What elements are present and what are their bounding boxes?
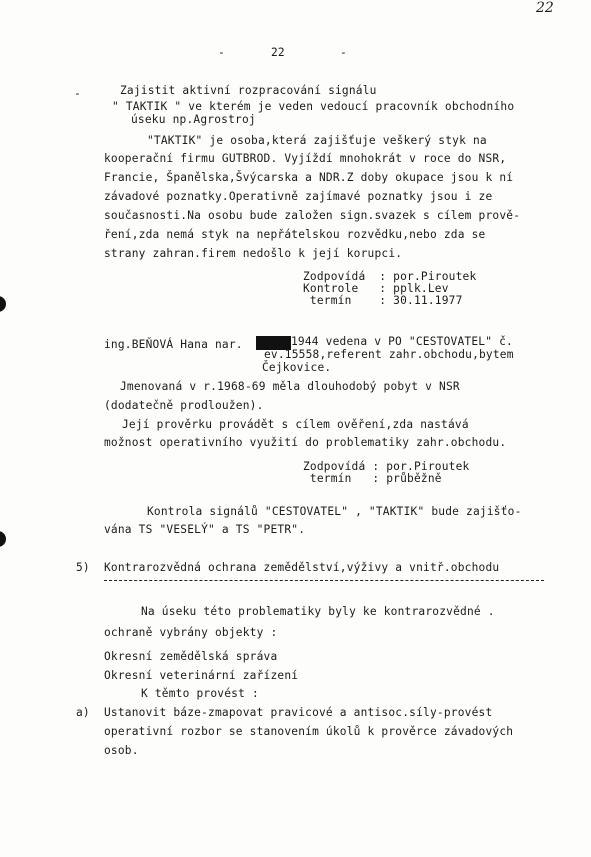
text-line: K těmto provést : [141, 687, 259, 700]
text-line: úseku np.Agrostroj [131, 113, 256, 126]
text-line: Ustanovit báze-zmapovat pravicové a antisoc.síly-provést [104, 706, 493, 719]
responsibility-line: termín : průběžně [303, 472, 442, 485]
text-line: operativní rozbor se stanovením úkolů k prověrce závadových [104, 725, 514, 738]
text-line: ev.15558,referent zahr.obchodu,bytem [264, 348, 514, 361]
handwritten-page-number: 22 [536, 0, 554, 16]
text-line: kooperační firmu GUTBROD. Vyjíždí mnohokrát v roce do NSR, [104, 152, 507, 165]
text-line: možnost operativního využití do problematiky zahr.obchodu. [104, 436, 507, 449]
item-label: a) [76, 706, 90, 719]
text-line: 1944 vedena v PO "CESTOVATEL" č. [291, 335, 513, 348]
text-line: ření,zda nemá styk na nepřátelskou rozvědku,nebo zda se [104, 228, 486, 241]
responsibility-line: Zodpovídá : por.Piroutek [303, 270, 477, 283]
responsibility-line: Kontrole : pplk.Lev [303, 282, 449, 295]
punch-hole [0, 296, 6, 312]
text-line: Kontrola signálů "CESTOVATEL" , "TAKTIK" bude zajišťo- [147, 505, 522, 518]
text-line: vána TS "VESELÝ" a TS "PETR". [104, 523, 306, 536]
punch-hole [0, 531, 6, 547]
text-line: Její prověrku provádět s cílem ověření,zda nastává [122, 418, 469, 431]
text-line: Francie, Španělska,Švýcarska a NDR.Z doby okupace jsou k ní [104, 171, 514, 184]
text-line: Čejkovice. [262, 361, 332, 374]
text-line: " TAKTIK " ve kterém je veden vedoucí pracovník obchodního [112, 100, 515, 113]
responsibility-line: Zodpovídá : por.Piroutek [303, 460, 470, 473]
header-dash-left: - [218, 46, 225, 59]
text-line: (dodatečně prodloužen). [104, 399, 264, 412]
text-line: osob. [104, 744, 139, 757]
heading-underline [104, 580, 544, 581]
responsibility-line: termín : 30.11.1977 [303, 294, 463, 307]
text-line: "TAKTIK" je osoba,která zajišťuje veškerý styk na [147, 134, 487, 147]
text-line: Jmenovaná v r.1968-69 měla dlouhodobý pobyt v NSR [120, 380, 460, 393]
page-number: 22 [271, 46, 285, 59]
text-line: současnosti.Na osobu bude založen sign.svazek s cílem prově- [104, 209, 521, 222]
margin-dash: - [74, 87, 81, 100]
text-line: závadové poznatky.Operativně zajímavé poznatky jsou i ze [104, 190, 493, 203]
text-line: ochraně vybrány objekty : [104, 626, 278, 639]
text-line: Zajistit aktivní rozpracování signálu [120, 84, 377, 97]
section-heading: Kontrarozvědná ochrana zemědělství,výživy a vnitř.obchodu [104, 561, 500, 574]
text-line: strany zahran.firem nedošlo k její korupci. [104, 247, 403, 260]
text-line: Na úseku této problematiky byly ke kontrarozvědné . [141, 605, 495, 618]
text-line: Okresní veterinární zařízení [104, 669, 299, 682]
section-number: 5) [76, 561, 90, 574]
text-line: Okresní zemědělská správa [104, 650, 278, 663]
text-line: ing.BEŇOVÁ Hana nar. [104, 338, 243, 351]
header-dash-right: - [340, 46, 347, 59]
